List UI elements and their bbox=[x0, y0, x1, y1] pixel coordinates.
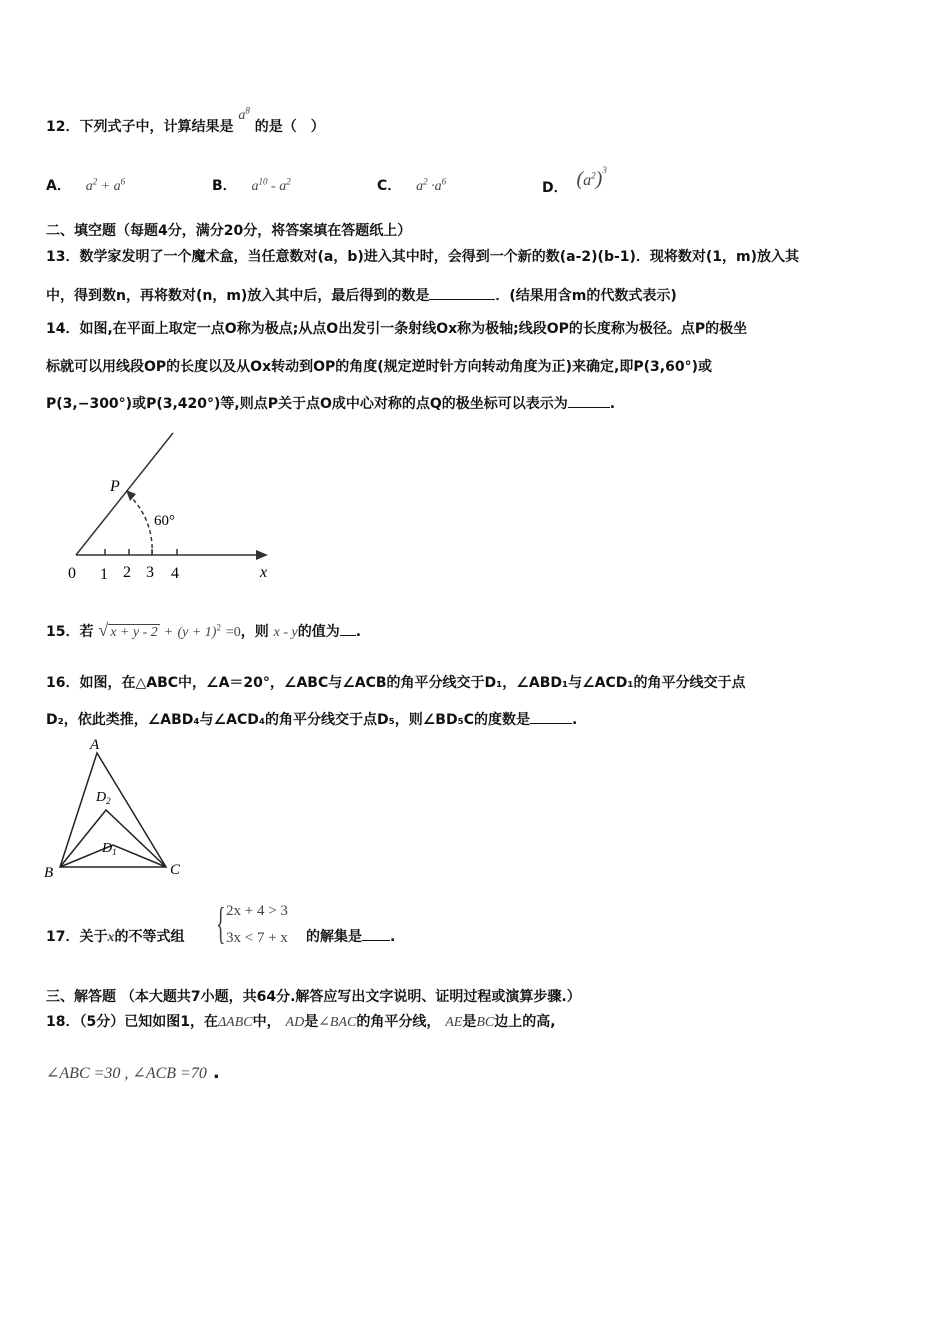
q16-line2: D₂，依此类推，∠ABD₄与∠ACD₄的角平分线交于点D₅，则∠BD₅C的度数是 . bbox=[46, 712, 578, 728]
point-d1-label: $D_1$ bbox=[102, 841, 117, 857]
axis-arrow bbox=[256, 550, 268, 560]
point-d2-label: $D_2$ bbox=[96, 790, 111, 806]
q13-answer-blank bbox=[429, 287, 495, 300]
q12-option-a: A． $a^2 + a^6$ bbox=[46, 176, 126, 194]
q17-answer-blank bbox=[362, 928, 390, 941]
vertex-c-label: C bbox=[170, 862, 181, 878]
q17-ineq1: 2x + 4 > 3 bbox=[226, 903, 288, 919]
tick-label-4: 4 bbox=[171, 565, 179, 582]
q17-system: { 2x + 4 > 3 3x < 7 + x bbox=[216, 899, 288, 948]
q12-stem: 12．下列式子中，计算结果是 $a^8$ 的是（ ） bbox=[46, 105, 325, 135]
point-p-label: P bbox=[110, 478, 120, 495]
q17-line: 17．关于x的不等式组 bbox=[46, 929, 185, 945]
q13-line2: 中，得到数n，再将数对(n，m)放入其中后，最后得到的数是 ．(结果用含m的代数式表示) bbox=[46, 288, 677, 304]
vertex-a-label: A bbox=[90, 737, 100, 753]
vertex-b-label: B bbox=[44, 865, 54, 880]
q18-given: ∠ABC =30 , ∠ACB =70 . bbox=[46, 1062, 220, 1083]
q12-option-c: C． $a^2 \cdot a^6$ bbox=[377, 176, 447, 194]
q14-polar-figure bbox=[60, 425, 285, 585]
q16-answer-blank bbox=[530, 711, 572, 724]
q14-line2: 标就可以用线段OP的长度以及从Ox转动到OP的角度(规定逆时针方向转动角度为正)来确定,即P(3,60°)或 bbox=[46, 359, 712, 375]
q16-triangle-figure bbox=[40, 735, 190, 880]
q14-line1: 14．如图,在平面上取定一点O称为极点;从点O出发引一条射线Ox称为极轴;线段OP的长度称为极径。点P的极坐 bbox=[46, 321, 748, 337]
section2-title: 二、填空题（每题4分，满分20分，将答案填在答题纸上） bbox=[46, 223, 412, 239]
q13-line1: 13．数学家发明了一个魔术盒，当任意数对(a，b)进入其中时，会得到一个新的数(a-2)(b-1)．现将数对(1，m)放入其 bbox=[46, 249, 800, 265]
q16-line1: 16．如图，在△ABC中，∠A＝20°，∠ABC与∠ACB的角平分线交于D₁，∠ABD₁与∠ACD₁的角平分线交于点 bbox=[46, 675, 746, 691]
q17-tail: 的解集是 . bbox=[306, 929, 396, 945]
q15-line: 15．若 √ $x + y - 2 + (y + 1)^2 =0$，则 x - y的值为 . bbox=[46, 620, 362, 640]
angle-arc bbox=[129, 495, 152, 555]
tick-label-2: 2 bbox=[123, 564, 131, 581]
q14-line3: P(3,−300°)或P(3,420°)等,则点P关于点O成中心对称的点Q的极坐标可以表示为 . bbox=[46, 396, 616, 412]
q18-line1: 18．（5分）已知如图1，在ΔABC中， AD是∠BAC的角平分线， AE是BC边上的高, bbox=[46, 1014, 556, 1030]
angle-label: 60° bbox=[154, 513, 175, 529]
ray-op bbox=[76, 433, 173, 555]
q14-answer-blank bbox=[568, 395, 610, 408]
q12-option-b: B． $a^{10} - a^2$ bbox=[212, 176, 291, 194]
tick-label-3: 3 bbox=[146, 564, 154, 581]
q15-answer-blank bbox=[340, 623, 356, 636]
q12-option-d: D． $(a^2)^3$ bbox=[542, 164, 607, 196]
axis-x-label: x bbox=[260, 564, 268, 581]
tick-label-0: 0 bbox=[68, 565, 76, 582]
q17-ineq2: 3x < 7 + x bbox=[226, 930, 288, 946]
tick-label-1: 1 bbox=[100, 566, 108, 583]
section3-title: 三、解答题 （本大题共7小题，共64分.解答应写出文字说明、证明过程或演算步骤.） bbox=[46, 989, 581, 1005]
arc-arrowhead bbox=[126, 490, 136, 501]
